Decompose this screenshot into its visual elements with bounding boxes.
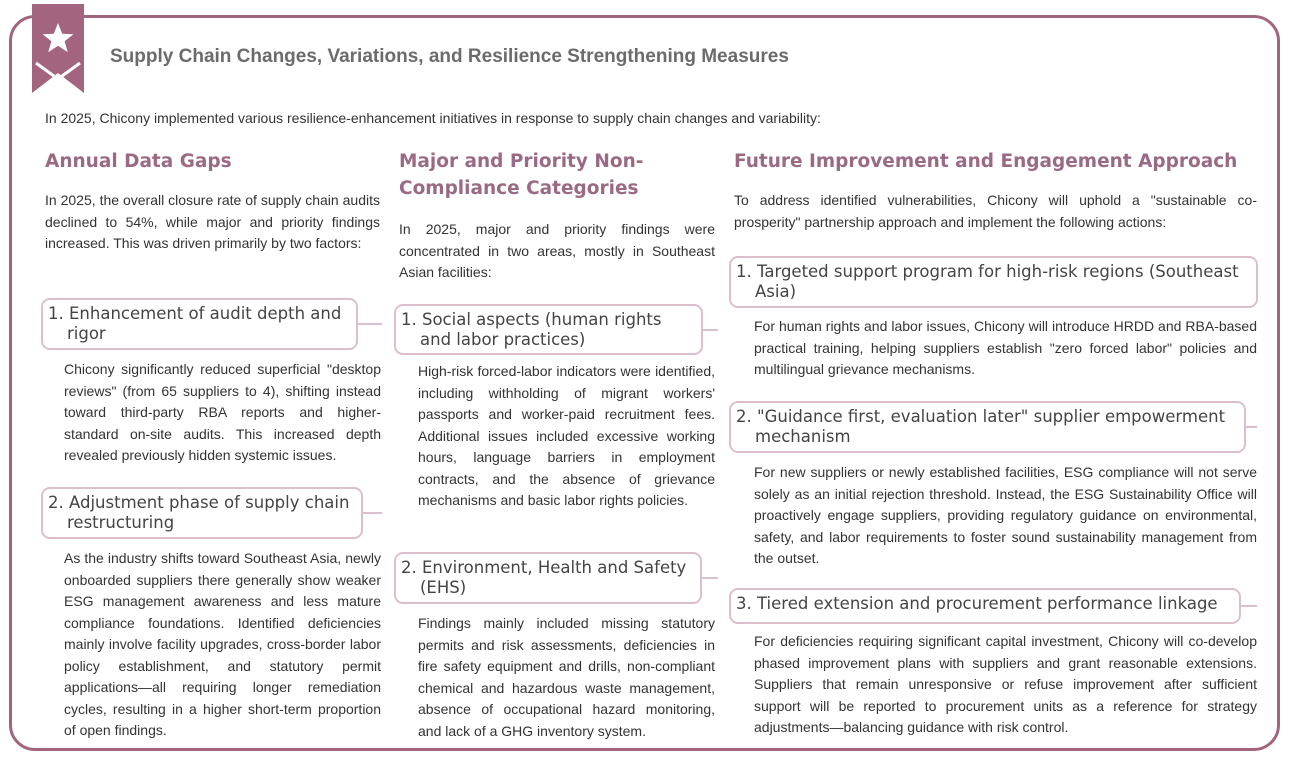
column-heading-non-compliance: Major and Priority Non-Compliance Categories (399, 151, 644, 199)
item-body: Chicony significantly reduced superficial "desktop reviews" (from 65 suppliers to 4), shifting instead toward third-party RBA reports and higher-standard on-site audits. This increased depth revealed previously hidden systemic issues. (64, 361, 381, 463)
column-intro: In 2025, the overall closure rate of supply chain audits declined to 54%, while major and priority findings increased. This was driven primarily by two factors: (45, 192, 380, 251)
column-heading-data-gaps: Annual Data Gaps (45, 151, 232, 172)
connector-line (1245, 426, 1257, 428)
item-title: 2. Environment, Health and Safety (EHS) (394, 552, 702, 604)
item-title: 1. Enhancement of audit depth and rigor (41, 298, 358, 350)
item-title: 3. Tiered extension and procurement performance linkage (729, 588, 1241, 624)
item-title: 1. Social aspects (human rights and labor practices) (394, 304, 703, 355)
connector-line (701, 577, 718, 579)
column-intro: To address identified vulnerabilities, Chicony will uphold a "sustainable co-prosperity" partnership approach and implement the following actions: (734, 192, 1257, 230)
item-body: For new suppliers or newly established facilities, ESG compliance will not serve solely as an initial rejection threshold. Instead, the ESG Sustainability Office will proactively engage suppliers, providing regulatory guidance on environmental, safety, and labor requirements to foster sound sustainability management from the outset. (754, 464, 1257, 566)
connector-line (362, 512, 382, 514)
item-title: 2. "Guidance first, evaluation later" supplier empowerment mechanism (729, 401, 1246, 453)
item-body: Findings mainly included missing statutory permits and risk assessments, deficiencies in fire safety equipment and drills, non-compliant chemical and hazardous waste management, absence of occupational hazard monitoring, and lack of a GHG inventory system. (418, 615, 715, 739)
page-intro: In 2025, Chicony implemented various resilience-enhancement initiatives in response to supply chain changes and variability: (45, 110, 821, 126)
item-body: For human rights and labor issues, Chicony will introduce HRDD and RBA-based practical training, helping suppliers establish "zero forced labor" policies and multilingual grievance mechanisms. (754, 318, 1257, 377)
item-body: As the industry shifts toward Southeast Asia, newly onboarded suppliers there generally show weaker ESG management awareness and less mature compliance foundations. Identified deficiencies mainly involve facility upgrades, cross-border labor policy establishment, and statutory permit applications—all requiring longer remediation cycles, resulting in a higher short-term proportion of open findings. (64, 550, 381, 738)
item-body: For deficiencies requiring significant capital investment, Chicony will co-develop phased improvement plans with suppliers and grant reasonable extensions. Suppliers that remain unresponsive or refuse improvement after sufficient support will be reported to procurement units as a reference for strategy adjustments—balancing guidance with risk control. (754, 633, 1257, 735)
item-title: 2. Adjustment phase of supply chain restructuring (41, 487, 363, 539)
connector-line (1240, 605, 1257, 607)
item-title: 1. Targeted support program for high-risk regions (Southeast Asia) (729, 256, 1258, 308)
star-bookmark-icon (31, 3, 85, 95)
page-title: Supply Chain Changes, Variations, and Resilience Strengthening Measures (110, 46, 789, 67)
column-heading-future-approach: Future Improvement and Engagement Approach (734, 151, 1238, 172)
column-intro: In 2025, major and priority findings were concentrated in two areas, mostly in Southeast Asian facilities: (399, 221, 715, 280)
connector-line (702, 329, 718, 331)
item-body: High-risk forced-labor indicators were identified, including withholding of migrant workers' passports and worker-paid recruitment fees. Additional issues included excessive working hours, language barriers in employment contracts, and the absence of grievance mechanisms and basic labor rights policies. (418, 363, 715, 508)
connector-line (357, 323, 382, 325)
